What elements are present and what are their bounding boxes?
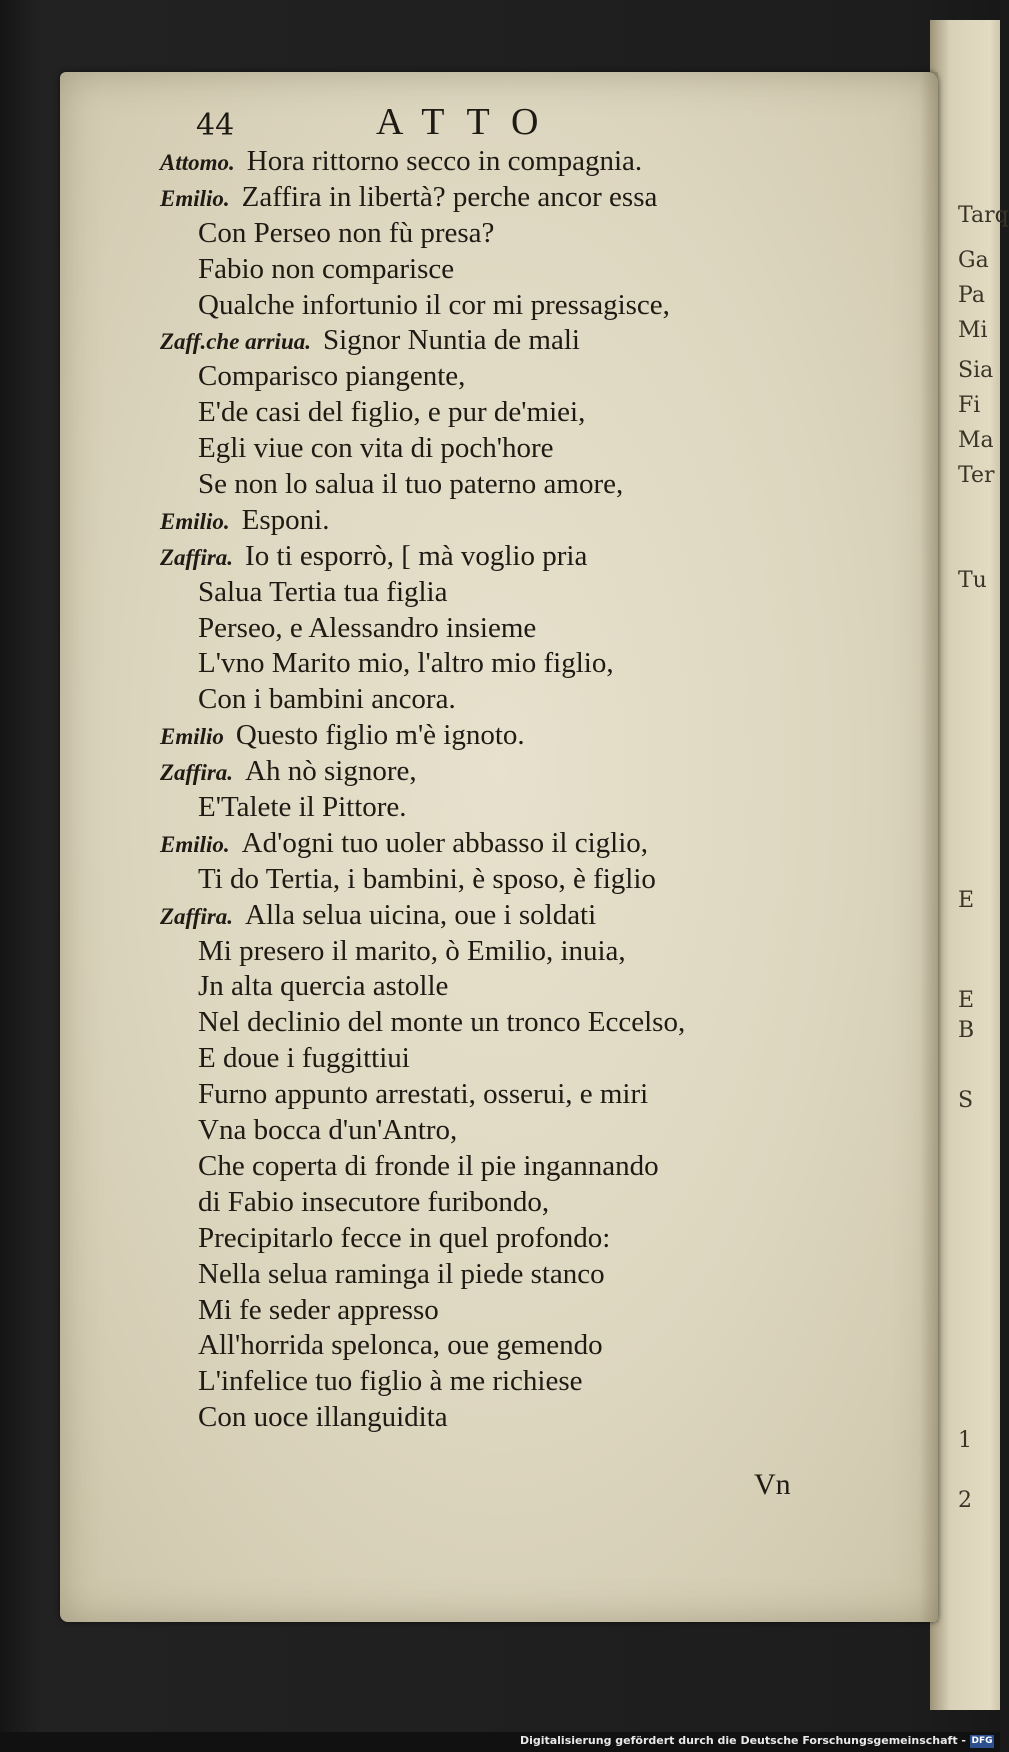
- text-line: [160, 1149, 920, 1185]
- text-line: [160, 1005, 920, 1041]
- verse-text: Signor Nuntia de mali: [323, 324, 580, 357]
- text-line: [160, 646, 920, 682]
- verse-text: E'de casi del figlio, e pur de'miei,: [198, 396, 586, 429]
- verse-text: Con uoce illanguidita: [198, 1401, 448, 1434]
- verse-text: Qualche infortunio il cor mi pressagisce,: [198, 288, 670, 321]
- text-line: [160, 754, 920, 790]
- speaker-label: Emilio.: [160, 508, 230, 534]
- verse-text: Mi fe seder appresso: [198, 1293, 439, 1326]
- text-line: [160, 898, 920, 934]
- facing-page-fragment: Ter: [958, 463, 995, 488]
- text-line: [160, 539, 920, 575]
- text-line: [160, 1113, 920, 1149]
- dfg-logo: DFG: [971, 1736, 993, 1746]
- text-line: [160, 252, 920, 288]
- facing-page-fragment: 2: [958, 1488, 972, 1513]
- speaker-label: Attomo.: [160, 150, 235, 175]
- text-line: [160, 1400, 920, 1436]
- text-line: [160, 323, 920, 359]
- catchword: Vn: [754, 1468, 791, 1501]
- speaker-label: Emilio: [160, 724, 224, 750]
- facing-page-fragment: Mi: [958, 318, 988, 343]
- verse-text: All'horrida spelonca, oue gemendo: [198, 1329, 603, 1362]
- verse-text: Esponi.: [241, 503, 330, 536]
- text-line: [160, 1221, 920, 1257]
- text-block: [160, 144, 920, 1436]
- verse-text: Fabio non comparisce: [198, 252, 455, 285]
- verse-text: Ah nò signore,: [245, 755, 417, 788]
- text-line: [160, 144, 920, 180]
- text-line: [160, 826, 920, 862]
- speaker-label: Zaffira.: [160, 760, 234, 786]
- facing-page-fragment: Fi: [958, 393, 981, 418]
- verse-text: Egli viue con vita di poch'hore: [198, 432, 554, 465]
- facing-page-fragment: Tarq: [958, 203, 1009, 228]
- page-gutter-shadow: [920, 72, 938, 1622]
- facing-page-fragment: B: [958, 1018, 975, 1043]
- verse-text: E doue i fuggittiui: [198, 1042, 410, 1075]
- text-line: [160, 216, 920, 252]
- text-line: [160, 1293, 920, 1329]
- text-line: [160, 180, 920, 216]
- verse-text: Che coperta di fronde il pie ingannando: [198, 1149, 659, 1182]
- verse-text: Ad'ogni tuo uoler abbasso il ciglio,: [241, 826, 648, 859]
- speaker-label: Zaffira.: [160, 903, 234, 929]
- verse-text: Nel declinio del monte un tronco Eccelso,: [198, 1006, 686, 1039]
- speaker-label: Zaffira.: [160, 544, 234, 570]
- text-line: [160, 862, 920, 898]
- verse-text: Questo figlio m'è ignoto.: [235, 719, 525, 752]
- text-line: [160, 431, 920, 467]
- verse-text: L'vno Marito mio, l'altro mio figlio,: [198, 647, 614, 680]
- text-line: [160, 611, 920, 647]
- facing-page-fragment: E: [958, 888, 975, 913]
- text-line: [160, 1328, 920, 1364]
- verse-text: Comparisco piangente,: [198, 360, 466, 393]
- text-line: [160, 503, 920, 539]
- facing-page-fragment: 1: [958, 1428, 972, 1453]
- verse-text: Con i bambini ancora.: [198, 683, 456, 716]
- verse-text: Nella selua raminga il piede stanco: [198, 1257, 605, 1290]
- verse-text: Io ti esporrò, [ mà voglio pria: [245, 539, 588, 572]
- text-line: [160, 934, 920, 970]
- facing-page-fragment: Ma: [958, 428, 994, 453]
- verse-text: Precipitarlo fecce in quel profondo:: [198, 1221, 611, 1254]
- speaker-label: Emilio.: [160, 831, 230, 857]
- verse-text: di Fabio insecutore furibondo,: [198, 1185, 550, 1218]
- verse-text: Ti do Tertia, i bambini, è sposo, è figlio: [198, 862, 656, 895]
- verse-text: Zaffira in libertà? perche ancor essa: [241, 180, 658, 213]
- facing-page-fragment: Ga: [958, 248, 989, 273]
- facing-page-fragment: Pa: [958, 283, 985, 308]
- facing-page-fragment: E: [958, 988, 975, 1013]
- verse-text: Con Perseo non fù presa?: [198, 216, 495, 249]
- facing-page-fragment: Sia: [958, 358, 994, 383]
- verse-text: Mi presero il marito, ò Emilio, inuia,: [198, 934, 626, 967]
- verse-text: Alla selua uicina, oue i soldati: [245, 898, 597, 931]
- text-line: [160, 575, 920, 611]
- text-line: [160, 1364, 920, 1400]
- verse-text: Perseo, e Alessandro insieme: [198, 611, 537, 644]
- text-line: [160, 1257, 920, 1293]
- text-line: [160, 790, 920, 826]
- text-line: [160, 395, 920, 431]
- verse-text: Salua Tertia tua figlia: [198, 575, 448, 608]
- verse-text: Vna bocca d'un'Antro,: [198, 1114, 458, 1147]
- text-line: [160, 359, 920, 395]
- text-line: [160, 1077, 920, 1113]
- facing-page-fragment: Tu: [958, 568, 987, 593]
- text-line: [160, 718, 920, 754]
- verse-text: L'infelice tuo figlio à me richiese: [198, 1365, 583, 1398]
- facing-page-fragment: S: [958, 1088, 974, 1113]
- verse-text: Hora rittorno secco in compagnia.: [246, 145, 643, 177]
- text-line: [160, 288, 920, 324]
- speaker-label: Emilio.: [160, 185, 230, 211]
- speaker-label: Zaff.che arriua.: [160, 329, 311, 355]
- text-line: [160, 1041, 920, 1077]
- footer-credit: Digitalisierung gefördert durch die Deutsche Forschungsgemeinschaft -: [519, 1734, 966, 1747]
- page-number: 44: [196, 108, 235, 143]
- text-line: [160, 467, 920, 503]
- text-line: [160, 969, 920, 1005]
- verse-text: Jn alta quercia astolle: [198, 970, 449, 1003]
- facing-page-edge: [930, 20, 1009, 1710]
- running-head: ATTO: [376, 101, 561, 143]
- verse-text: Se non lo salua il tuo paterno amore,: [198, 468, 624, 501]
- text-line: [160, 1185, 920, 1221]
- verse-text: E'Talete il Pittore.: [198, 791, 407, 824]
- text-line: [160, 682, 920, 718]
- verse-text: Furno appunto arrestati, osserui, e miri: [198, 1078, 649, 1111]
- page-header: [196, 100, 716, 143]
